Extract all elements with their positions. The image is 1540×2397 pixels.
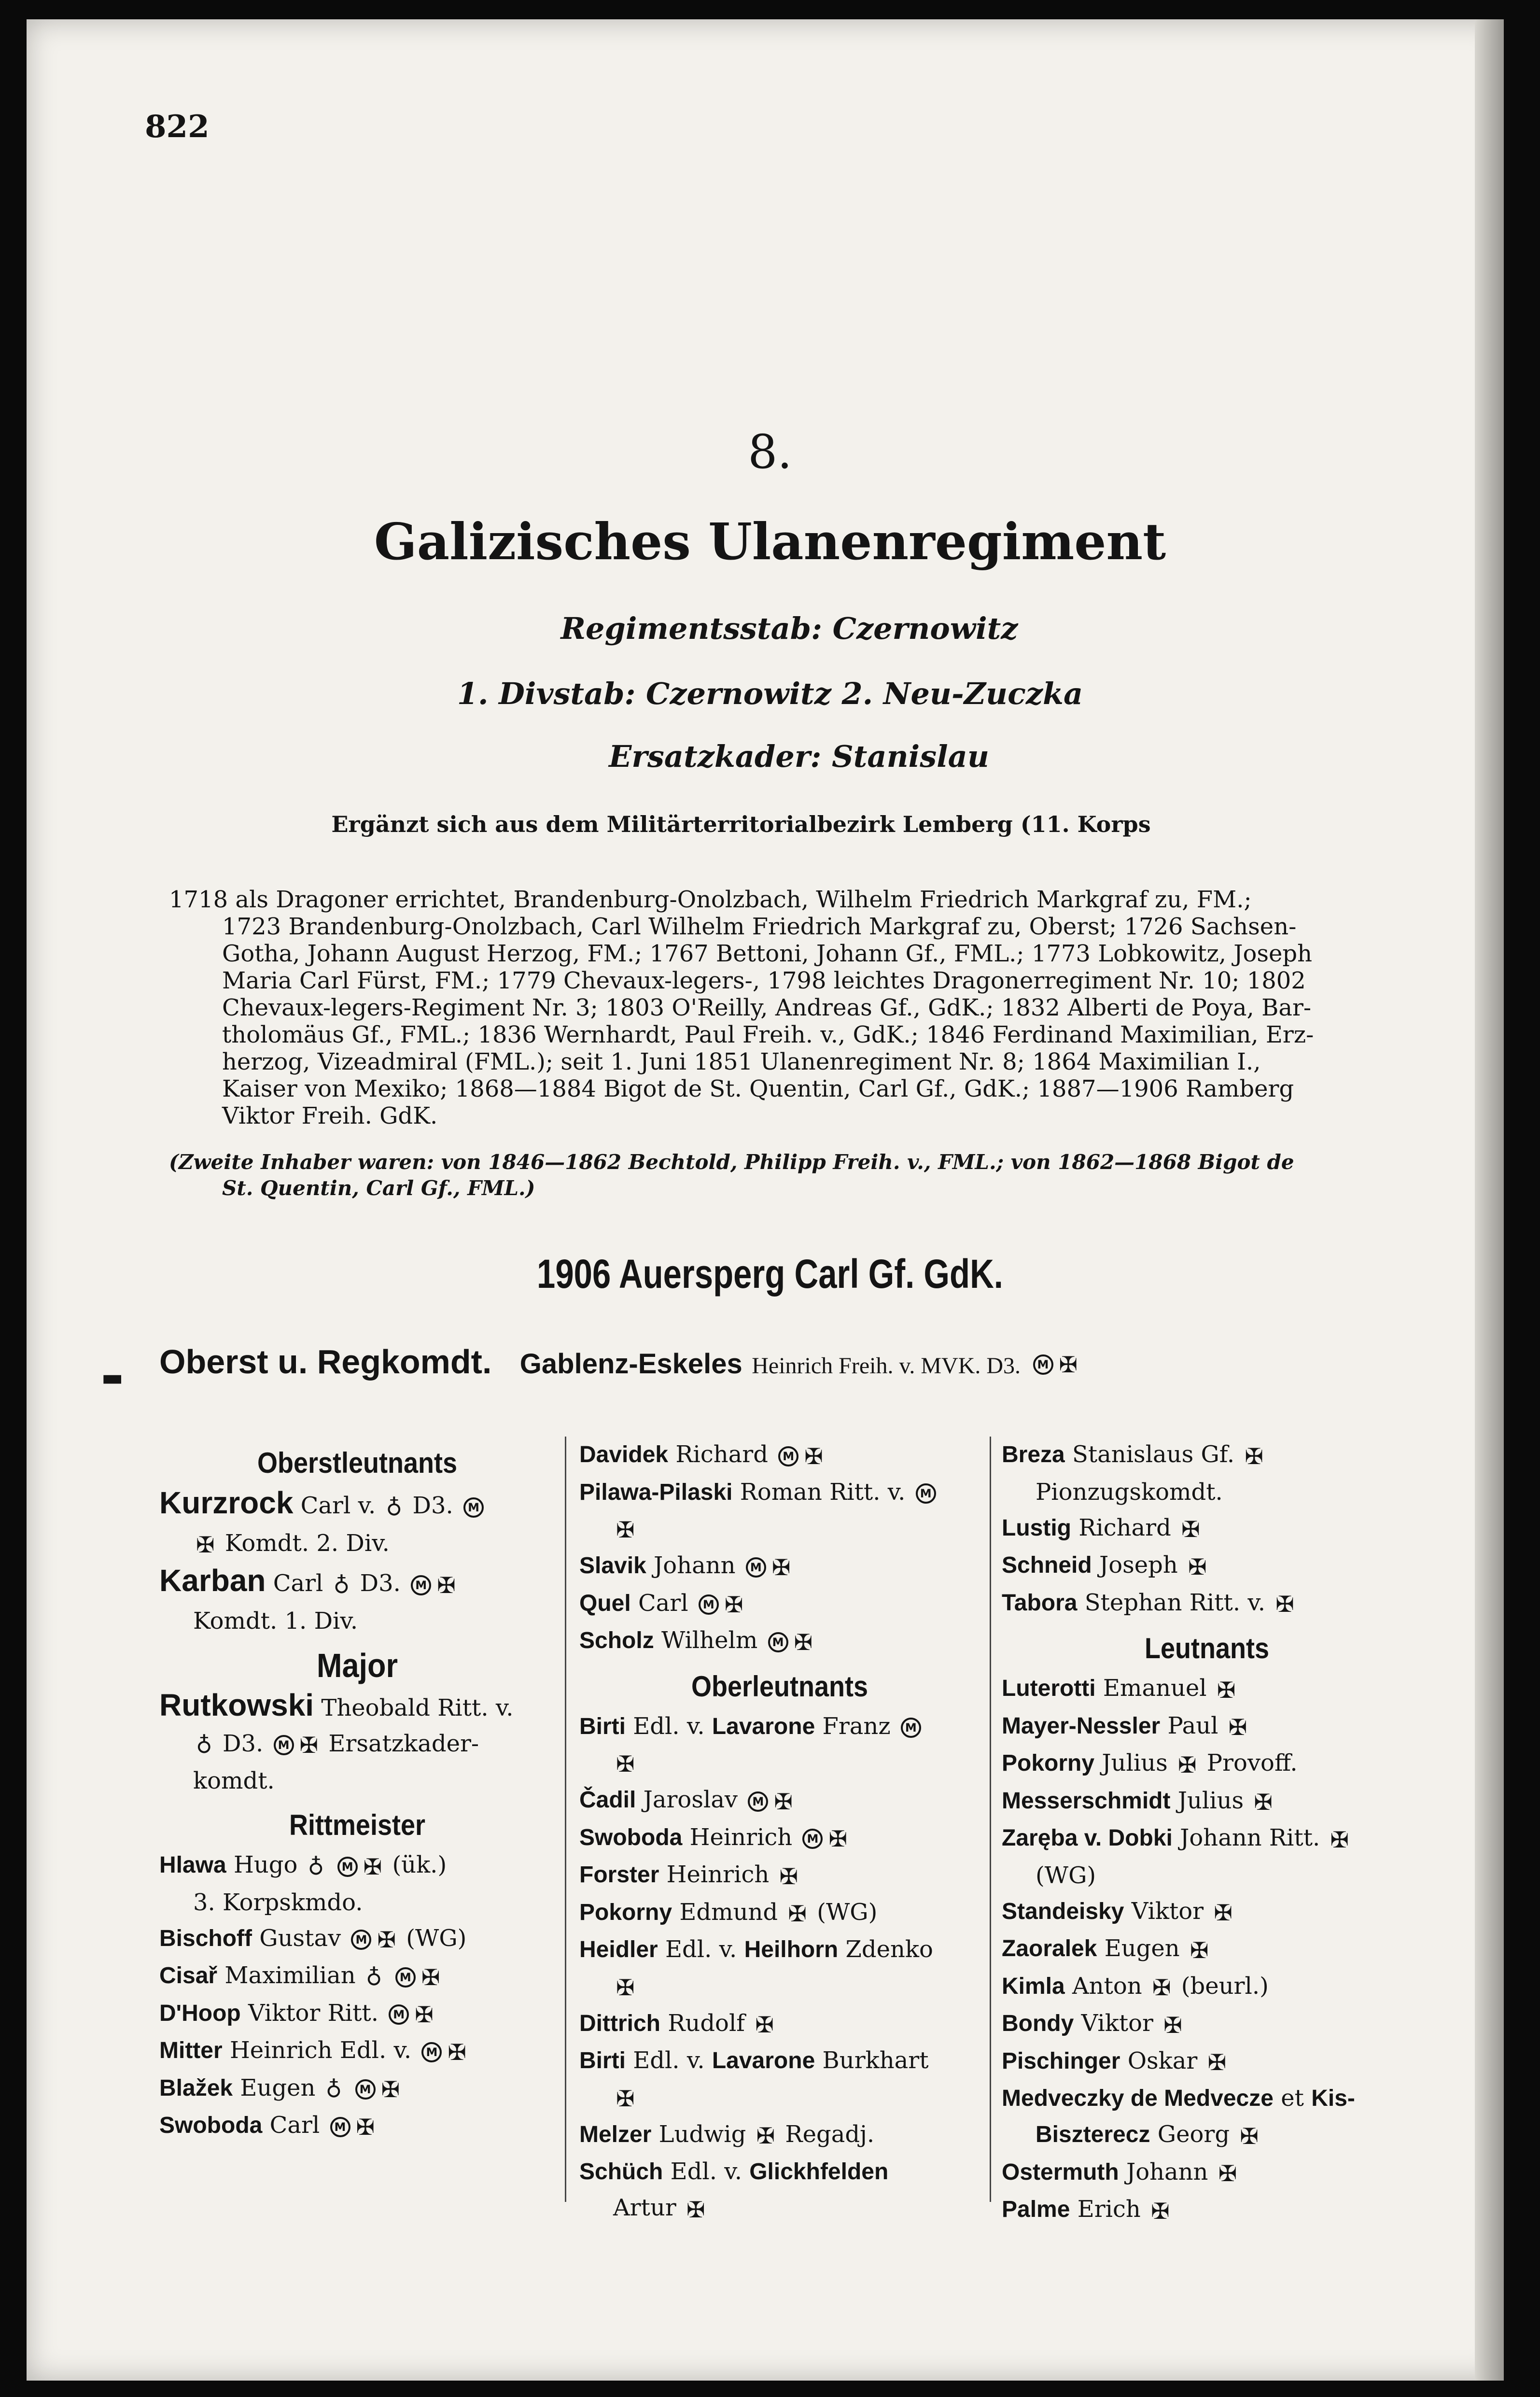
cross-icon: ✠ — [1214, 1900, 1232, 1926]
officer-name: Davidek — [579, 1442, 669, 1467]
merit-medal-icon: M — [421, 2042, 442, 2062]
officer-details: Theobald Ritt. v. — [321, 1694, 514, 1721]
officer-details: Emanuel — [1103, 1675, 1207, 1702]
regiment-history — [169, 886, 1410, 1129]
officer-details: Julius — [1177, 1787, 1244, 1814]
cross-icon: ✠ — [1151, 2198, 1170, 2224]
officer-name: D'Hoop — [159, 2000, 241, 2026]
officer-name: Lustig — [1002, 1515, 1071, 1541]
officer-name: Biszterecz — [1036, 2122, 1150, 2147]
roster-entry — [579, 1585, 980, 1623]
roster-entry — [1002, 2080, 1412, 2116]
cross-icon: ✠ — [616, 1517, 635, 1543]
note-line: St. Quentin, Carl Gf., FML.) — [222, 1176, 535, 1200]
roster-entry — [1002, 1437, 1412, 1474]
officer-name: Čadil — [579, 1787, 636, 1813]
roster-entry — [1002, 1510, 1412, 1548]
cross-icon: ✠ — [1218, 2160, 1237, 2186]
history-line: 1723 Brandenburg-Onolzbach, Carl Wilhelm Friedrich Markgraf zu, Oberst; 1726 Sachsen- — [222, 913, 1297, 940]
officer-name: Quel — [579, 1590, 631, 1616]
officer-details: Franz — [822, 1712, 891, 1740]
cross-icon: ✠ — [1240, 2123, 1259, 2149]
officer-details: Gustav — [259, 1924, 341, 1952]
roster-entry-continued — [1002, 2116, 1412, 2154]
officer-name: Mitter — [159, 2038, 223, 2063]
merit-medal-icon: M — [901, 1718, 921, 1738]
officer-name: Birti — [579, 2048, 626, 2073]
officer-name: Birti — [579, 1713, 626, 1739]
officer-name: Breza — [1002, 1442, 1065, 1467]
history-line: Maria Carl Fürst, FM.; 1779 Chevaux-legers-, 1798 leichtes Dragonerregiment Nr. 10; 1802 — [222, 967, 1306, 994]
officer-details: D3. — [412, 1492, 453, 1519]
officer-details: Roman Ritt. v. — [740, 1478, 906, 1506]
roster-entry-continued — [579, 2190, 980, 2228]
cross-icon: ✠ — [1190, 1937, 1209, 1963]
roster-entry — [579, 1857, 980, 1894]
regiment-title: Galizisches Ulanenregiment — [374, 512, 1166, 571]
officer-details: Eugen — [240, 2074, 316, 2101]
roster-entry — [1002, 2154, 1412, 2192]
officer-details: Johann Ritt. — [1180, 1824, 1320, 1851]
roster-entry — [1002, 2043, 1412, 2081]
cross-icon: ✠ — [1217, 1677, 1236, 1703]
officer-name: Pilawa-Pilaski — [579, 1479, 733, 1505]
officer-details: Jaroslav — [643, 1786, 738, 1813]
decoration-icon: ♁ — [308, 1853, 324, 1880]
cross-icon: ✠ — [724, 1592, 743, 1618]
cross-icon: ✠ — [1188, 1553, 1207, 1580]
officer-details: komdt. — [193, 1767, 275, 1794]
cross-icon: ✠ — [421, 1964, 440, 1990]
officer-name: Rutkowski — [159, 1687, 314, 1722]
roster-entry — [1002, 1931, 1412, 1968]
officer-name: Bondy — [1002, 2011, 1074, 2036]
roster-entry — [159, 1995, 555, 2033]
officer-details: Zdenko — [845, 1936, 933, 1963]
roster-entry — [579, 1819, 980, 1857]
merit-medal-icon: M — [463, 1497, 484, 1518]
roster-entry — [159, 1485, 555, 1525]
officer-name: Zaręba v. Dobki — [1002, 1825, 1173, 1851]
page-edge — [1475, 19, 1504, 2381]
cross-icon: ✠ — [1163, 2012, 1182, 2038]
roster-entry — [1002, 1708, 1412, 1746]
officer-details: Ersatzkader- — [328, 1730, 479, 1757]
officer-details: Carl v. — [300, 1492, 376, 1519]
officer-name: Schüch — [579, 2159, 663, 2185]
officer-details: (WG) — [406, 1924, 467, 1952]
officer-name: Kimla — [1002, 1973, 1065, 1999]
officer-details: (WG) — [817, 1898, 878, 1926]
history-line: Chevaux-legers-Regiment Nr. 3; 1803 O'Reilly, Andreas Gf., GdK.; 1832 Alberti de Poya, Bar- — [222, 994, 1312, 1021]
officer-details: Maximilian — [224, 1962, 356, 1989]
merit-medal-icon: M — [411, 1575, 431, 1595]
roster-entry — [579, 1932, 980, 1968]
cross-icon: ✠ — [686, 2196, 705, 2223]
officer-details: Johann — [1126, 2158, 1208, 2186]
cross-icon: ✠ — [774, 1788, 793, 1815]
officer-details: Hugo — [234, 1851, 298, 1878]
officer-name: Zaoralek — [1002, 1936, 1097, 1961]
recruitment-district: Ergänzt sich aus dem Militärterritorialbezirk Lemberg (11. Korps — [331, 811, 1151, 837]
roster-entry — [1002, 2191, 1412, 2229]
roster-entry — [159, 1687, 555, 1726]
column-2 — [579, 1437, 980, 2228]
roster-entry — [579, 2005, 980, 2043]
roster-entry — [579, 1708, 980, 1745]
officer-name: Messerschmidt — [1002, 1788, 1171, 1814]
merit-medal-icon: M — [274, 1735, 294, 1755]
cross-icon: ✠ — [1152, 1974, 1171, 2001]
officer-name: Dittrich — [579, 2010, 660, 2036]
officer-details: Edl. v. — [633, 1712, 705, 1740]
officer-details: Julius — [1102, 1749, 1168, 1777]
roster-entry — [159, 1563, 555, 1603]
officer-name: Lavarone — [712, 2048, 815, 2073]
roster-entry — [579, 1474, 980, 1510]
officer-details: Edl. v. — [665, 1936, 737, 1963]
officer-name: Slavik — [579, 1553, 646, 1579]
cross-icon: ✠ — [1254, 1789, 1273, 1815]
officer-name: Kurzrock — [159, 1485, 294, 1520]
officer-name: Kis- — [1311, 2086, 1355, 2111]
officer-details: Edl. v. — [633, 2047, 705, 2074]
history-line: Gotha, Johann August Herzog, FM.; 1767 Bettoni, Johann Gf., FML.; 1773 Lobkowitz, Joseph — [222, 940, 1313, 967]
officer-details: (WG) — [1036, 1861, 1096, 1889]
history-line: 1718 als Dragoner errichtet, Brandenburg-Onolzbach, Wilhelm Friedrich Markgraf zu, FM.; — [169, 886, 1252, 913]
merit-medal-icon: M — [778, 1446, 798, 1466]
roster-entry — [1002, 1547, 1412, 1585]
roster-entry-continued — [159, 1726, 555, 1763]
officer-details: Johann — [654, 1552, 736, 1579]
section-heading: Oberstleutnants — [257, 1447, 458, 1479]
cross-icon: ✠ — [381, 2076, 400, 2102]
roster-entry — [579, 1622, 980, 1660]
officer-name: Swoboda — [579, 1824, 683, 1850]
section-heading: Rittmeister — [289, 1809, 426, 1841]
officer-details: Richard — [675, 1441, 768, 1468]
officer-details: Carl — [273, 1570, 323, 1597]
section-heading: Major — [316, 1646, 398, 1684]
cross-icon: ✠ — [616, 2085, 635, 2112]
officer-details: Paul — [1167, 1712, 1218, 1739]
officer-details: Joseph — [1099, 1551, 1178, 1579]
history-line: Kaiser von Mexiko; 1868—1884 Bigot de St. Quentin, Carl Gf., GdK.; 1887—1906 Ramberg — [222, 1075, 1294, 1102]
merit-medal-icon: M — [351, 1930, 371, 1950]
officer-details: (ük.) — [392, 1851, 447, 1878]
decoration-icon: ♁ — [333, 1572, 350, 1598]
roster-entry — [1002, 2005, 1412, 2043]
cross-icon: ✠ — [771, 1554, 791, 1580]
commander-details: Heinrich Freih. v. MVK. D3. — [752, 1353, 1021, 1379]
cross-icon: ✠ — [779, 1863, 798, 1889]
regimentsstab: Regimentsstab: Czernowitz — [560, 611, 1018, 646]
officer-details: 3. Korpskmdo. — [193, 1889, 363, 1916]
officer-name: Schneid — [1002, 1552, 1092, 1578]
officer-name: Pischinger — [1002, 2048, 1120, 2074]
cross-icon: ✠ — [755, 2012, 774, 2038]
cross-icon: ✠ — [1330, 1826, 1349, 1853]
officer-details: Oskar — [1127, 2047, 1198, 2074]
cross-icon: ✠ — [828, 1826, 848, 1852]
cross-icon: ✠ — [616, 1751, 635, 1777]
officer-name: Standeisky — [1002, 1898, 1124, 1924]
officer-details: Carl — [269, 2112, 320, 2139]
officer-details: Anton — [1072, 1972, 1142, 2000]
officer-name: Heilhorn — [744, 1937, 839, 1962]
cross-icon: ✠ — [356, 2114, 375, 2140]
cross-icon: ✠ — [196, 1532, 215, 1558]
roster-entry — [1002, 1745, 1412, 1783]
officer-details: Viktor — [1081, 2010, 1153, 2037]
roster-entry — [579, 2043, 980, 2079]
officer-details: Wilhelm — [661, 1627, 758, 1654]
roster-entry — [1002, 1968, 1412, 2006]
officer-name: Pokorny — [1002, 1750, 1095, 1776]
ersatzkader: Ersatzkader: Stanislau — [609, 739, 989, 774]
cross-icon: ✠ — [1228, 1714, 1247, 1740]
cross-icon: ✠ — [788, 1901, 807, 1927]
merit-medal-icon: M — [355, 2079, 376, 2100]
officer-details: D3. — [222, 1730, 264, 1757]
officer-name: Hlawa — [159, 1852, 226, 1878]
officer-name: Forster — [579, 1862, 659, 1888]
officer-details: (beurl.) — [1181, 1972, 1269, 2000]
officer-details: Edmund — [679, 1898, 778, 1926]
officer-details: Komdt. 2. Div. — [224, 1529, 390, 1557]
decoration-icon: ♁ — [325, 2076, 342, 2102]
roster-entry-continued — [579, 1510, 980, 1548]
officer-details: Rudolf — [668, 2009, 745, 2037]
officer-details: Ludwig — [658, 2120, 746, 2148]
roster-entry — [579, 1894, 980, 1932]
officer-name: Bischoff — [159, 1925, 252, 1951]
merit-medal-icon: M — [337, 1857, 358, 1877]
commander-label: Oberst u. Regkomdt. — [159, 1343, 492, 1381]
cross-icon: ✠ — [794, 1629, 813, 1655]
decoration-icon: ♁ — [365, 1964, 382, 1990]
cross-icon: ✠ — [1059, 1351, 1078, 1378]
officer-name: Palme — [1002, 2197, 1070, 2222]
officer-name: Swoboda — [159, 2113, 263, 2138]
cross-icon: ✠ — [1275, 1591, 1294, 1617]
cross-icon: ✠ — [804, 1443, 823, 1469]
merit-medal-icon: M — [389, 2004, 409, 2025]
column-1 — [159, 1437, 555, 2145]
officer-details: Georg — [1157, 2121, 1230, 2148]
roster-entry — [1002, 1670, 1412, 1708]
cross-icon: ✠ — [756, 2123, 775, 2149]
roster-entry — [159, 2032, 555, 2070]
cross-icon: ✠ — [363, 1853, 382, 1880]
roster-entry — [1002, 1585, 1412, 1622]
officer-name: Heidler — [579, 1937, 658, 1962]
officer-name: Luterotti — [1002, 1676, 1096, 1701]
roster-entry — [159, 1847, 555, 1885]
note-line: (Zweite Inhaber waren: von 1846—1862 Bechtold, Philipp Freih. v., FML.; von 1862—1868 Bigot de — [169, 1150, 1294, 1174]
cross-icon: ✠ — [437, 1572, 456, 1598]
roster-entry — [579, 1437, 980, 1474]
decoration-icon: ♁ — [196, 1732, 212, 1758]
roster-entry — [579, 2116, 980, 2154]
cross-icon: ✠ — [299, 1732, 319, 1758]
merit-medal-icon: M — [699, 1594, 719, 1615]
officer-details: Viktor Ritt. — [248, 1999, 378, 2027]
merit-medal-icon: M — [395, 1967, 416, 1988]
cross-icon: ✠ — [1207, 2049, 1227, 2075]
column-3 — [1002, 1437, 1412, 2229]
section-heading: Leutnants — [1144, 1632, 1269, 1664]
officer-details: Regadj. — [785, 2120, 875, 2148]
margin-mark: ▬ — [101, 1364, 124, 1391]
decoration-icon: ♁ — [386, 1494, 403, 1521]
column-divider — [565, 1437, 566, 2202]
officer-name: Melzer — [579, 2121, 652, 2147]
officer-details: Richard — [1078, 1514, 1171, 1541]
officer-name: Glickhfelden — [749, 2159, 889, 2185]
roster-entry — [579, 1782, 980, 1819]
merit-medal-icon: M — [330, 2117, 350, 2137]
officer-details: Stephan Ritt. v. — [1084, 1589, 1266, 1616]
roster-entry-continued — [159, 1525, 555, 1563]
roster-entry — [159, 1958, 555, 1995]
roster-entry — [1002, 1820, 1412, 1858]
cross-icon: ✠ — [1181, 1516, 1200, 1542]
page-number: 822 — [145, 109, 210, 145]
merit-medal-icon: M — [802, 1829, 823, 1849]
history-line: herzog, Vizeadmiral (FML.); seit 1. Juni 1851 Ulanenregiment Nr. 8; 1864 Maximilian I., — [222, 1048, 1261, 1075]
roster-entry — [159, 2070, 555, 2108]
roster-entry-continued — [579, 2079, 980, 2116]
officer-name: Tabora — [1002, 1590, 1078, 1616]
roster-entry — [1002, 1783, 1412, 1820]
commander-line — [159, 1342, 1080, 1381]
officer-details: Viktor — [1131, 1897, 1204, 1925]
roster-entry-continued — [579, 1968, 980, 2005]
officer-details: D3. — [360, 1570, 401, 1597]
officer-name: Mayer-Nessler — [1002, 1713, 1161, 1739]
officer-details: Heinrich Edl. v. — [229, 2037, 412, 2064]
officer-name: Ostermuth — [1002, 2159, 1119, 2185]
officer-name: Blažek — [159, 2075, 233, 2101]
officer-details: Artur — [613, 2194, 676, 2221]
merit-medal-icon: M — [748, 1791, 768, 1812]
second-owners-note — [169, 1149, 1410, 1201]
column-divider — [990, 1437, 991, 2202]
roster-entry-continued — [579, 1745, 980, 1782]
cross-icon: ✠ — [377, 1927, 396, 1953]
regiment-owner: 1906 Auersperg Carl Gf. GdK. — [537, 1251, 1003, 1297]
officer-details: Heinrich — [666, 1861, 770, 1888]
commander-name: Gablenz-Eskeles — [519, 1348, 742, 1380]
officer-details: Burkhart — [822, 2047, 929, 2074]
officer-details: Erich — [1077, 2196, 1141, 2223]
officer-name: Scholz — [579, 1628, 654, 1653]
officer-name: Lavarone — [712, 1713, 815, 1739]
cross-icon: ✠ — [415, 2002, 434, 2028]
officer-details: Stanislaus Gf. — [1072, 1441, 1235, 1468]
roster-entry — [1002, 1893, 1412, 1931]
officer-details: Eugen — [1104, 1935, 1180, 1962]
officer-details: Provoff. — [1206, 1749, 1298, 1777]
officer-name: Karban — [159, 1563, 266, 1598]
history-line: tholomäus Gf., FML.; 1836 Wernhardt, Paul Freih. v., GdK.; 1846 Ferdinand Maximilian, Erz- — [222, 1021, 1314, 1048]
merit-medal-icon: M — [916, 1483, 936, 1504]
officer-details: Carl — [638, 1589, 688, 1617]
history-line: Viktor Freih. GdK. — [222, 1102, 438, 1129]
officer-details: et — [1281, 2085, 1304, 2112]
merit-medal-icon: M — [746, 1557, 766, 1578]
roster-entry — [579, 1548, 980, 1585]
merit-medal-icon: M — [1033, 1354, 1053, 1375]
roster-entry — [579, 2154, 980, 2190]
cross-icon: ✠ — [616, 1974, 635, 2001]
officer-details: Edl. v. — [670, 2158, 742, 2185]
officer-details: Pionzugskomdt. — [1036, 1478, 1223, 1506]
cross-icon: ✠ — [1177, 1751, 1197, 1778]
officer-name: Cisař — [159, 1963, 218, 1988]
merit-medal-icon: M — [768, 1632, 788, 1652]
roster-entry — [159, 2107, 555, 2145]
cross-icon: ✠ — [1245, 1443, 1263, 1469]
officer-name: Medveczky de Medvecze — [1002, 2086, 1274, 2111]
cross-icon: ✠ — [448, 2039, 466, 2065]
section-number: 8. — [748, 425, 792, 479]
roster-entry — [159, 1920, 555, 1958]
officer-name: Pokorny — [579, 1899, 672, 1925]
section-heading: Oberleutnants — [691, 1670, 868, 1703]
divstab: 1. Divstab: Czernowitz 2. Neu-Zuczka — [457, 676, 1083, 711]
officer-details: Komdt. 1. Div. — [193, 1607, 358, 1635]
officer-details: Heinrich — [689, 1823, 793, 1851]
